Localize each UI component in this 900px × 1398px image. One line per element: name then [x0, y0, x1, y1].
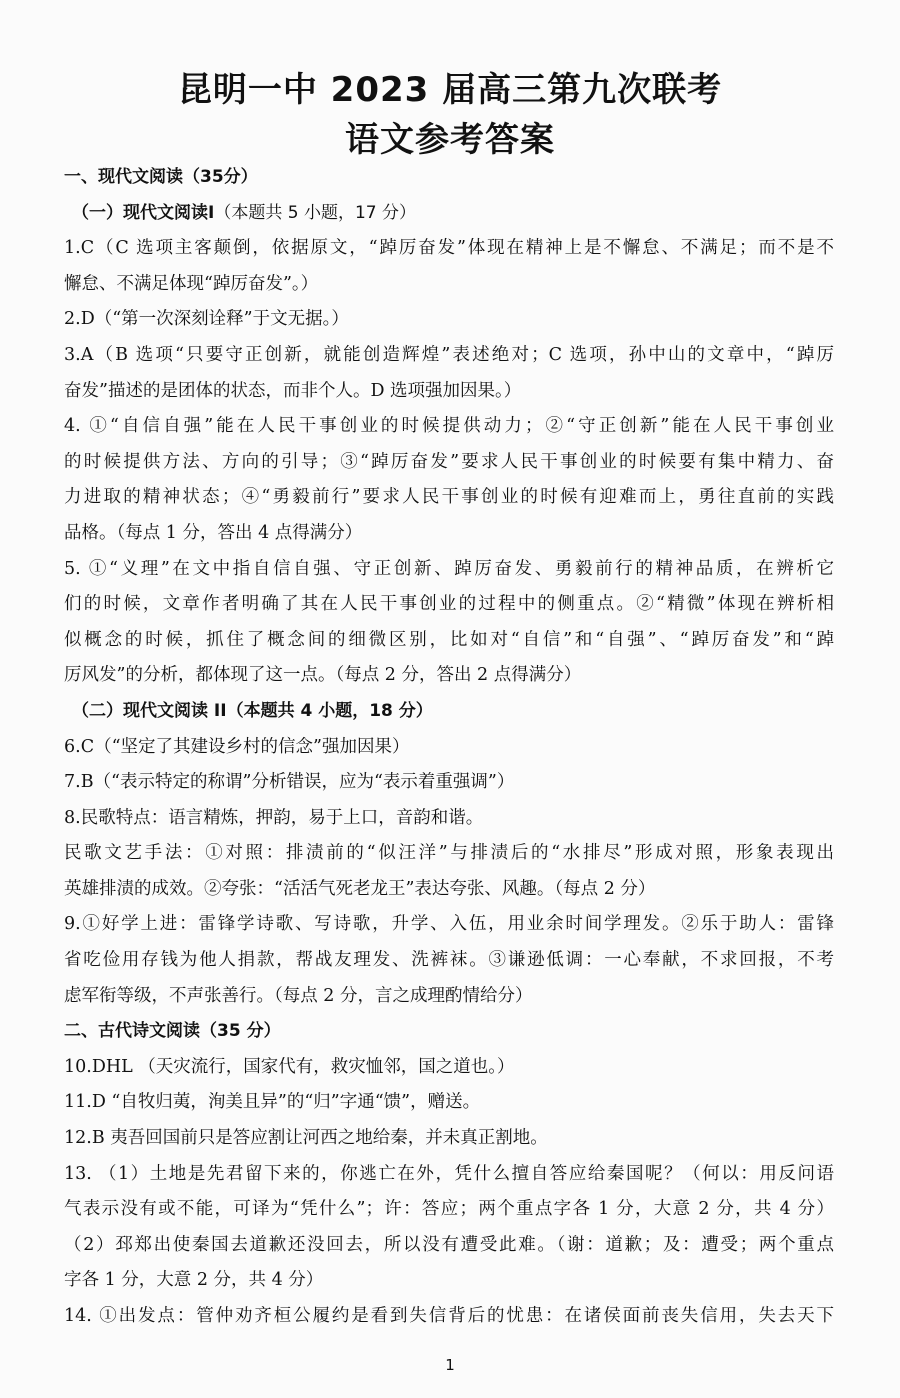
answer-line: 14. ①出发点：管仲劝齐桓公履约是看到失信背后的忧患：在诸侯面前丧失信用，失去天下 — [64, 1306, 834, 1326]
answer-line: 品格。（每点 1 分，答出 4 点得满分） — [64, 522, 363, 543]
answer-line: 的时候提供方法、方向的引导；③“踔厉奋发”要求人民干事创业的时候要有集中精力、奋 — [64, 451, 834, 472]
answer-line: 2.D（“第一次深刻诠释”于文无据。） — [64, 309, 349, 330]
answer-line: 懈怠、不满足体现“踔厉奋发”。） — [64, 273, 319, 294]
answer-line: 3.A（B 选项“只要守正创新，就能创造辉煌”表述绝对；C 选项，孙中山的文章中，“踔厉 — [64, 344, 834, 365]
answer-line: 7.B（“表示特定的称谓”分析错误，应为“表示着重强调”） — [64, 772, 515, 793]
answer-line: 13. （1）土地是先君留下来的，你逃亡在外，凭什么擅自答应给秦国呢？（何以：用反问语 — [64, 1163, 834, 1184]
answer-line: 11.D “自牧归荑，洵美且异”的“归”字通“馈”，赠送。 — [64, 1092, 481, 1113]
answer-line: 10.DHL （天灾流行，国家代有，救灾恤邻，国之道也。） — [64, 1056, 515, 1077]
answer-line: 们的时候，文章作者明确了其在人民干事创业的过程中的侧重点。②“精微”体现在辨析相 — [64, 594, 834, 615]
answer-line: 力进取的精神状态；④“勇毅前行”要求人民干事创业的时候有迎难而上，勇往直前的实践 — [64, 487, 834, 508]
answer-line: 9.①好学上进：雷锋学诗歌、写诗歌，升学、入伍，用业余时间学理发。②乐于助人：雷锋 — [64, 914, 834, 935]
subsection-heading-title: （一）现代文阅读Ⅰ — [72, 202, 215, 223]
answer-line: 字各 1 分，大意 2 分，共 4 分） — [64, 1270, 324, 1291]
answer-line: 4. ①“自信自强”能在人民干事创业的时候提供动力；②“守正创新”能在人民干事创业 — [64, 416, 834, 437]
answer-line: 气表示没有或不能，可译为“凭什么”；许：答应；两个重点字各 1 分，大意 2 分，共 4 分） — [64, 1199, 834, 1220]
answer-line: 虑军衔等级，不声张善行。（每点 2 分，言之成理酌情给分） — [64, 985, 533, 1006]
subsection-heading — [64, 196, 834, 232]
answer-line: 12.B 夷吾回国前只是答应割让河西之地给秦，并未真正割地。 — [64, 1128, 548, 1149]
answer-line: 1.C（C 选项主客颠倒，依据原文，“踔厉奋发”体现在精神上是不懈怠、不满足；而不是不 — [64, 238, 834, 259]
answer-line: 省吃俭用存钱为他人捐款，帮战友理发、洗裤袜。③谦逊低调：一心奉献，不求回报，不考 — [64, 950, 834, 971]
section-heading: 一、现代文阅读（35分） — [64, 167, 258, 187]
section-heading: 二、古代诗文阅读（35 分） — [64, 1021, 281, 1042]
answer-line: 8.民歌特点：语言精炼，押韵，易于上口，音韵和谐。 — [64, 807, 484, 828]
document-title: 昆明一中 2023 届高三第九次联考 — [177, 70, 723, 110]
subsection-heading — [64, 694, 834, 730]
subsection-heading-title: （二）现代文阅读 II（本题共 4 小题，18 分） — [72, 700, 433, 721]
answer-line: 英雄排渍的成效。②夸张：“活活气死老龙王”表达夸张、风趣。（每点 2 分） — [64, 878, 656, 899]
page-number: 1 — [445, 1356, 455, 1374]
document-subtitle: 语文参考答案 — [345, 120, 555, 160]
answer-line: 似概念的时候，抓住了概念间的细微区别，比如对“自信”和“自强”、“踔厉奋发”和“踔 — [64, 629, 834, 650]
answer-line: 民歌文艺手法：①对照：排渍前的“似汪洋”与排渍后的“水排尽”形成对照，形象表现出 — [64, 843, 834, 864]
answer-line: （2）邳郑出使秦国去道歉还没回去，所以没有遭受此难。（谢：道歉；及：遭受；两个重点 — [64, 1234, 834, 1255]
answer-content — [64, 160, 834, 1335]
answer-line: 奋发”描述的是团体的状态，而非个人。D 选项强加因果。） — [64, 380, 522, 401]
subsection-heading-note: （本题共 5 小题，17 分） — [214, 202, 416, 223]
answer-line: 厉风发”的分析，都体现了这一点。（每点 2 分，答出 2 点得满分） — [64, 665, 582, 686]
answer-line: 6.C（“坚定了其建设乡村的信念”强加因果） — [64, 736, 410, 757]
answer-line: 5. ①“义理”在文中指自信自强、守正创新、踔厉奋发、勇毅前行的精神品质，在辨析它 — [64, 558, 834, 579]
